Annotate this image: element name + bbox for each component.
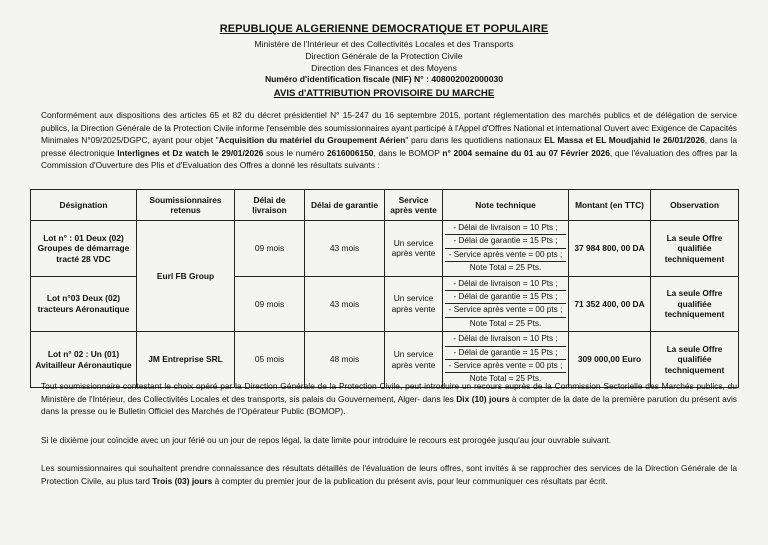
observation-cell: La seule Offre qualifiée techniquement bbox=[651, 221, 739, 277]
request-text-1: Les soumissionnaires qui souhaitent prendre connaissance des résultats détaillés de l'évaluation de leurs offres, sont invités à se rapprocher des services de la Direction Générale de la Protection Civile, au plus tard bbox=[41, 463, 737, 486]
designation-cell: Lot n°03 Deux (02) tracteurs Aéronautique bbox=[31, 276, 137, 332]
amount-cell: 37 984 800, 00 DA bbox=[569, 221, 651, 277]
nif-line: Numéro d'identification fiscale (NIF) N° : 408002002000030 bbox=[264, 74, 504, 84]
column-header: Service après vente bbox=[385, 190, 443, 221]
note-cell bbox=[443, 221, 569, 277]
results-table bbox=[30, 189, 739, 388]
subdirection-line: Direction des Finances et des Moyens bbox=[311, 63, 457, 73]
appeal-text-1: Tout soumissionnaire contestant le choix opéré par la Direction Générale de la Protection Civile, peut introduire un recours auprès de la Commission Sectorielle des Marchés publics, du Ministère de l'Intérieur, des Collectivités Locales et des transports, sis palais du Gouvernement, Alger- dans les bbox=[41, 381, 737, 404]
intro-number: 2616006150 bbox=[326, 147, 374, 158]
note-line: - Délai de garantie = 15 Pts ; bbox=[445, 291, 566, 304]
note-cell bbox=[443, 276, 569, 332]
intro-text-6: , que l'évaluation des offres par la Commission d'Ouverture des Plis et d'Evaluation des Offres a donné les résultats suivants : bbox=[41, 147, 738, 171]
service-cell: Un service après vente bbox=[385, 332, 443, 388]
appeal-text-2: à compter de la date de la première parution du présent avis dans la presse ou le Bulletin Officiel des Marchés de l'Opérateur Public (BOMOP). bbox=[41, 393, 737, 417]
amount-cell: 71 352 400, 00 DA bbox=[569, 276, 651, 332]
note-total: Note Total = 25 Pts. bbox=[469, 263, 542, 273]
column-header: Montant (en TTC) bbox=[569, 190, 651, 221]
appeal-deadline: Dix (10) jours bbox=[456, 393, 510, 404]
direction-line: Direction Générale de la Protection Civile bbox=[305, 51, 463, 61]
column-header: Délai de livraison bbox=[235, 190, 305, 221]
intro-text-3: , dans la presse électronique bbox=[41, 135, 737, 158]
intro-epress: Interlignes et Dz watch le 29/01/2026 bbox=[117, 147, 264, 158]
column-header: Note technique bbox=[443, 190, 569, 221]
column-header: Soumissionnaires retenus bbox=[137, 190, 235, 221]
intro-papers: EL Massa et EL Moudjahid le 26/01/2026 bbox=[544, 135, 705, 146]
intro-text-5: , dans le BOMOP bbox=[373, 147, 443, 158]
note-line: - Service après vente = 00 pts ; bbox=[445, 304, 566, 317]
note-total: Note Total = 25 Pts. bbox=[469, 374, 542, 384]
note-line: - Délai de livraison = 10 Pts ; bbox=[445, 333, 566, 346]
column-header: Désignation bbox=[31, 190, 137, 221]
note-line: - Délai de livraison = 10 Pts ; bbox=[445, 222, 566, 235]
warranty-cell: 43 mois bbox=[305, 221, 385, 277]
designation-cell: Lot n° : 01 Deux (02) Groupes de démarrage tracté 28 VDC bbox=[31, 221, 137, 277]
note-total: Note Total = 25 Pts. bbox=[469, 318, 542, 328]
request-deadline: Trois (03) jours bbox=[152, 475, 213, 486]
delivery-cell: 09 mois bbox=[235, 276, 305, 332]
holiday-paragraph: Si le dixième jour coïncide avec un jour férié ou un jour de repos légal, la date limite pour introduire le recours est prorogée jusqu'au jour ouvrable suivant. bbox=[41, 435, 612, 445]
intro-text-2: " paru dans les quotidiens nationaux bbox=[405, 135, 545, 146]
bidder-cell: JM Entreprise SRL bbox=[137, 332, 235, 388]
note-line: - Délai de garantie = 15 Pts ; bbox=[445, 235, 566, 248]
warranty-cell: 43 mois bbox=[305, 276, 385, 332]
note-line: - Délai de garantie = 15 Pts ; bbox=[445, 347, 566, 360]
intro-text-1: Conformément aux dispositions des articles 65 et 82 du décret présidentiel N° 15-247 du 16 septembre 2015, portant réglementation des marchés publics et de délégation de service publics, la Direction Générale de la Protection Civile informe l'ensemble des soumissionnaires ayant participé à l'Appel d'Offres National et international Ouvert avec Exigence de Capacités Minimales N°09/2025/DGPC, ayant pour objet " bbox=[41, 110, 737, 146]
service-cell: Un service après vente bbox=[385, 221, 443, 277]
intro-bomop: n° 2004 semaine du 01 au 07 Février 2026 bbox=[442, 147, 610, 158]
observation-cell: La seule Offre qualifiée techniquement bbox=[651, 332, 739, 388]
intro-text-4: sous le numéro bbox=[263, 147, 327, 158]
table-header-row bbox=[31, 190, 739, 221]
republic-heading: REPUBLIQUE ALGERIENNE DEMOCRATIQUE ET POPULAIRE bbox=[219, 23, 549, 35]
intro-object: Acquisition du matériel du Groupement Aérien bbox=[218, 135, 406, 146]
intro-paragraph bbox=[41, 109, 737, 172]
observation-cell: La seule Offre qualifiée techniquement bbox=[651, 276, 739, 332]
appeal-paragraph bbox=[41, 380, 737, 418]
delivery-cell: 05 mois bbox=[235, 332, 305, 388]
bidder-cell: Eurl FB Group bbox=[137, 221, 235, 332]
amount-cell: 309 000,00 Euro bbox=[569, 332, 651, 388]
delivery-cell: 09 mois bbox=[235, 221, 305, 277]
service-cell: Un service après vente bbox=[385, 276, 443, 332]
notice-title: AVIS d'ATTRIBUTION PROVISOIRE DU MARCHE bbox=[273, 88, 495, 99]
column-header: Délai de garantie bbox=[305, 190, 385, 221]
note-line: - Service après vente = 00 pts ; bbox=[445, 249, 566, 262]
ministry-line: Ministère de l'Intérieur et des Collectivités Locales et des Transports bbox=[254, 39, 514, 49]
designation-cell: Lot n° 02 : Un (01) Avitailleur Aéronautique bbox=[31, 332, 137, 388]
column-header: Observation bbox=[651, 190, 739, 221]
note-line: - Délai de livraison = 10 Pts ; bbox=[445, 278, 566, 291]
table-row bbox=[31, 221, 739, 277]
warranty-cell: 48 mois bbox=[305, 332, 385, 388]
request-text-2: à compter du premier jour de la publication du présent avis, pour leur communiquer ces résultats par écrit. bbox=[212, 475, 608, 486]
note-line: - Service après vente = 00 pts ; bbox=[445, 360, 566, 373]
results-request-paragraph bbox=[41, 462, 737, 487]
